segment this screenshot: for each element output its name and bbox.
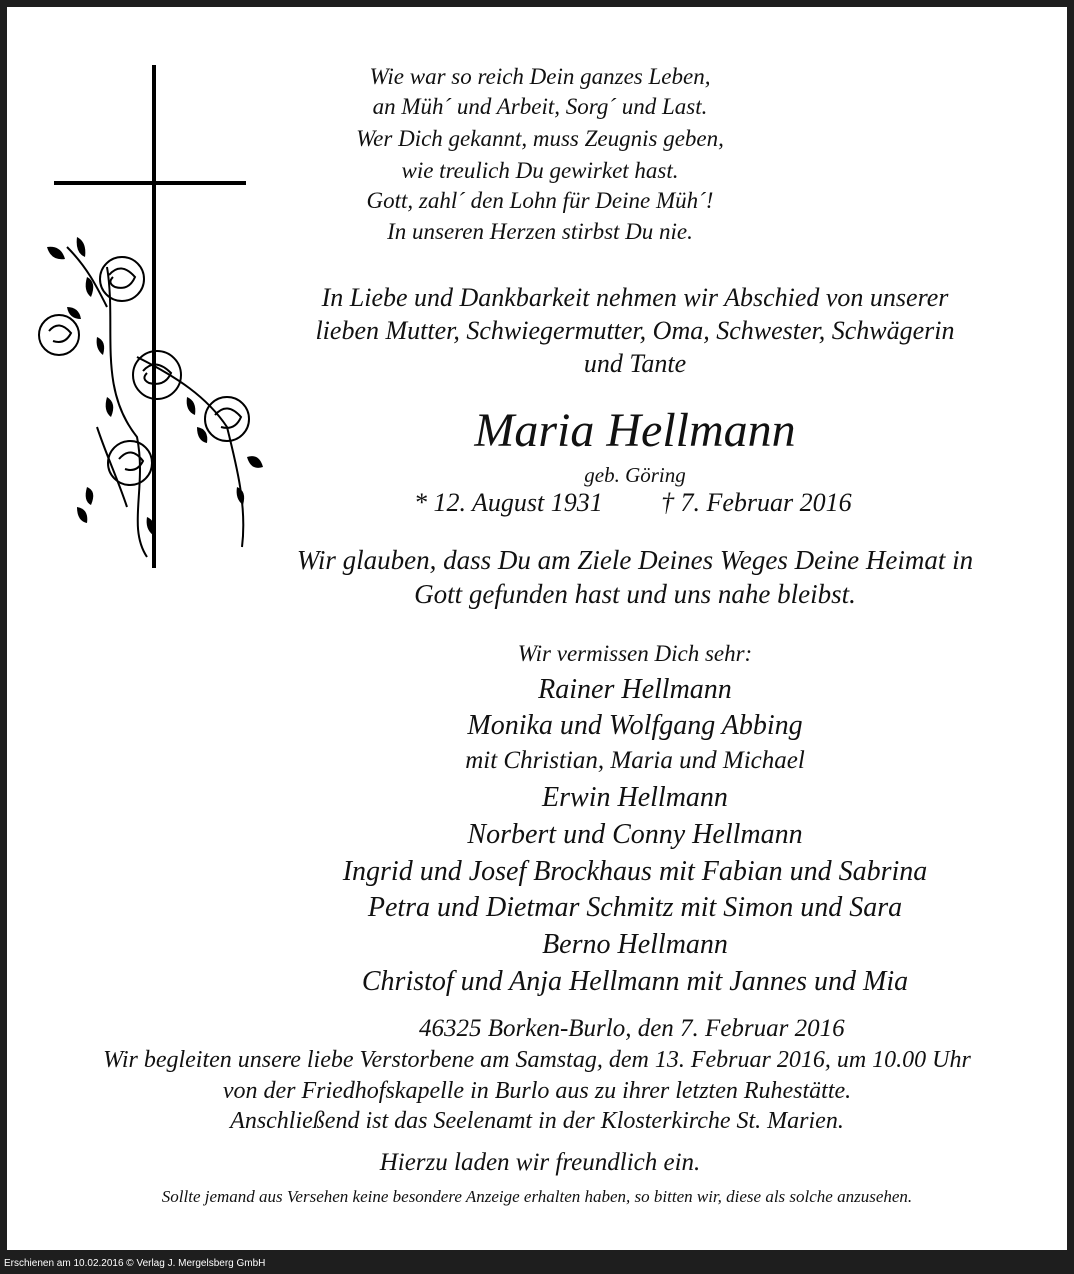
poem-line: Gott, zahl´ den Lohn für Deine Müh´! — [366, 188, 714, 213]
deceased-name: Maria Hellmann — [474, 404, 796, 457]
mourner-line: Petra und Dietmar Schmitz mit Simon und Sara — [367, 892, 903, 923]
miss-heading: Wir vermissen Dich sehr: — [517, 641, 753, 666]
mourner-line: Berno Hellmann — [542, 929, 728, 960]
birth-name: geb. Göring — [584, 463, 686, 487]
belief-line: Wir glauben, dass Du am Ziele Deines Weges Deine Heimat in — [296, 545, 974, 575]
roses-illustration — [37, 207, 277, 567]
closing-note: Sollte jemand aus Versehen keine besondere Anzeige erhalten haben, so bitten wir, diese als solche anzusehen. — [161, 1187, 913, 1206]
cross-horizontal-beam — [54, 181, 246, 185]
poem-line: In unseren Herzen stirbst Du nie. — [387, 219, 693, 244]
publication-footer: Erschienen am 10.02.2016 © Verlag J. Mergelsberg GmbH — [4, 1258, 266, 1269]
poem-line: an Müh´ und Arbeit, Sorg´ und Last. — [372, 94, 708, 119]
funeral-line: Anschließend ist das Seelenamt in der Klosterkirche St. Marien. — [230, 1108, 844, 1134]
mourner-line: Norbert und Conny Hellmann — [467, 819, 803, 850]
farewell-line: In Liebe und Dankbarkeit nehmen wir Abschied von unserer — [321, 283, 949, 312]
mourner-line: Erwin Hellmann — [542, 782, 728, 813]
obituary-notice — [7, 7, 1067, 1250]
poem-line: Wer Dich gekannt, muss Zeugnis geben, — [356, 126, 724, 151]
belief-line: Gott gefunden hast und uns nahe bleibst. — [414, 579, 856, 609]
death-date: † 7. Februar 2016 — [661, 488, 852, 517]
mourner-line: mit Christian, Maria und Michael — [465, 747, 805, 774]
poem-line: Wie war so reich Dein ganzes Leben, — [369, 64, 711, 89]
farewell-line: lieben Mutter, Schwiegermutter, Oma, Schwester, Schwägerin — [315, 316, 955, 345]
funeral-line: Wir begleiten unsere liebe Verstorbene am Samstag, dem 13. Februar 2016, um 10.00 Uhr — [103, 1047, 971, 1073]
mourner-line: Ingrid und Josef Brockhaus mit Fabian und Sabrina — [342, 856, 928, 887]
mourner-line: Monika und Wolfgang Abbing — [467, 710, 803, 741]
farewell-line: und Tante — [583, 349, 687, 378]
poem-line: wie treulich Du gewirket hast. — [401, 158, 679, 183]
funeral-line: von der Friedhofskapelle in Burlo aus zu ihrer letzten Ruhestätte. — [222, 1078, 852, 1104]
invitation: Hierzu laden wir freundlich ein. — [379, 1149, 701, 1176]
mourner-line: Rainer Hellmann — [538, 674, 732, 705]
birth-date: * 12. August 1931 — [414, 488, 603, 517]
mourner-line: Christof und Anja Hellmann mit Jannes und Mia — [361, 966, 909, 997]
place-date: 46325 Borken-Burlo, den 7. Februar 2016 — [419, 1015, 845, 1042]
